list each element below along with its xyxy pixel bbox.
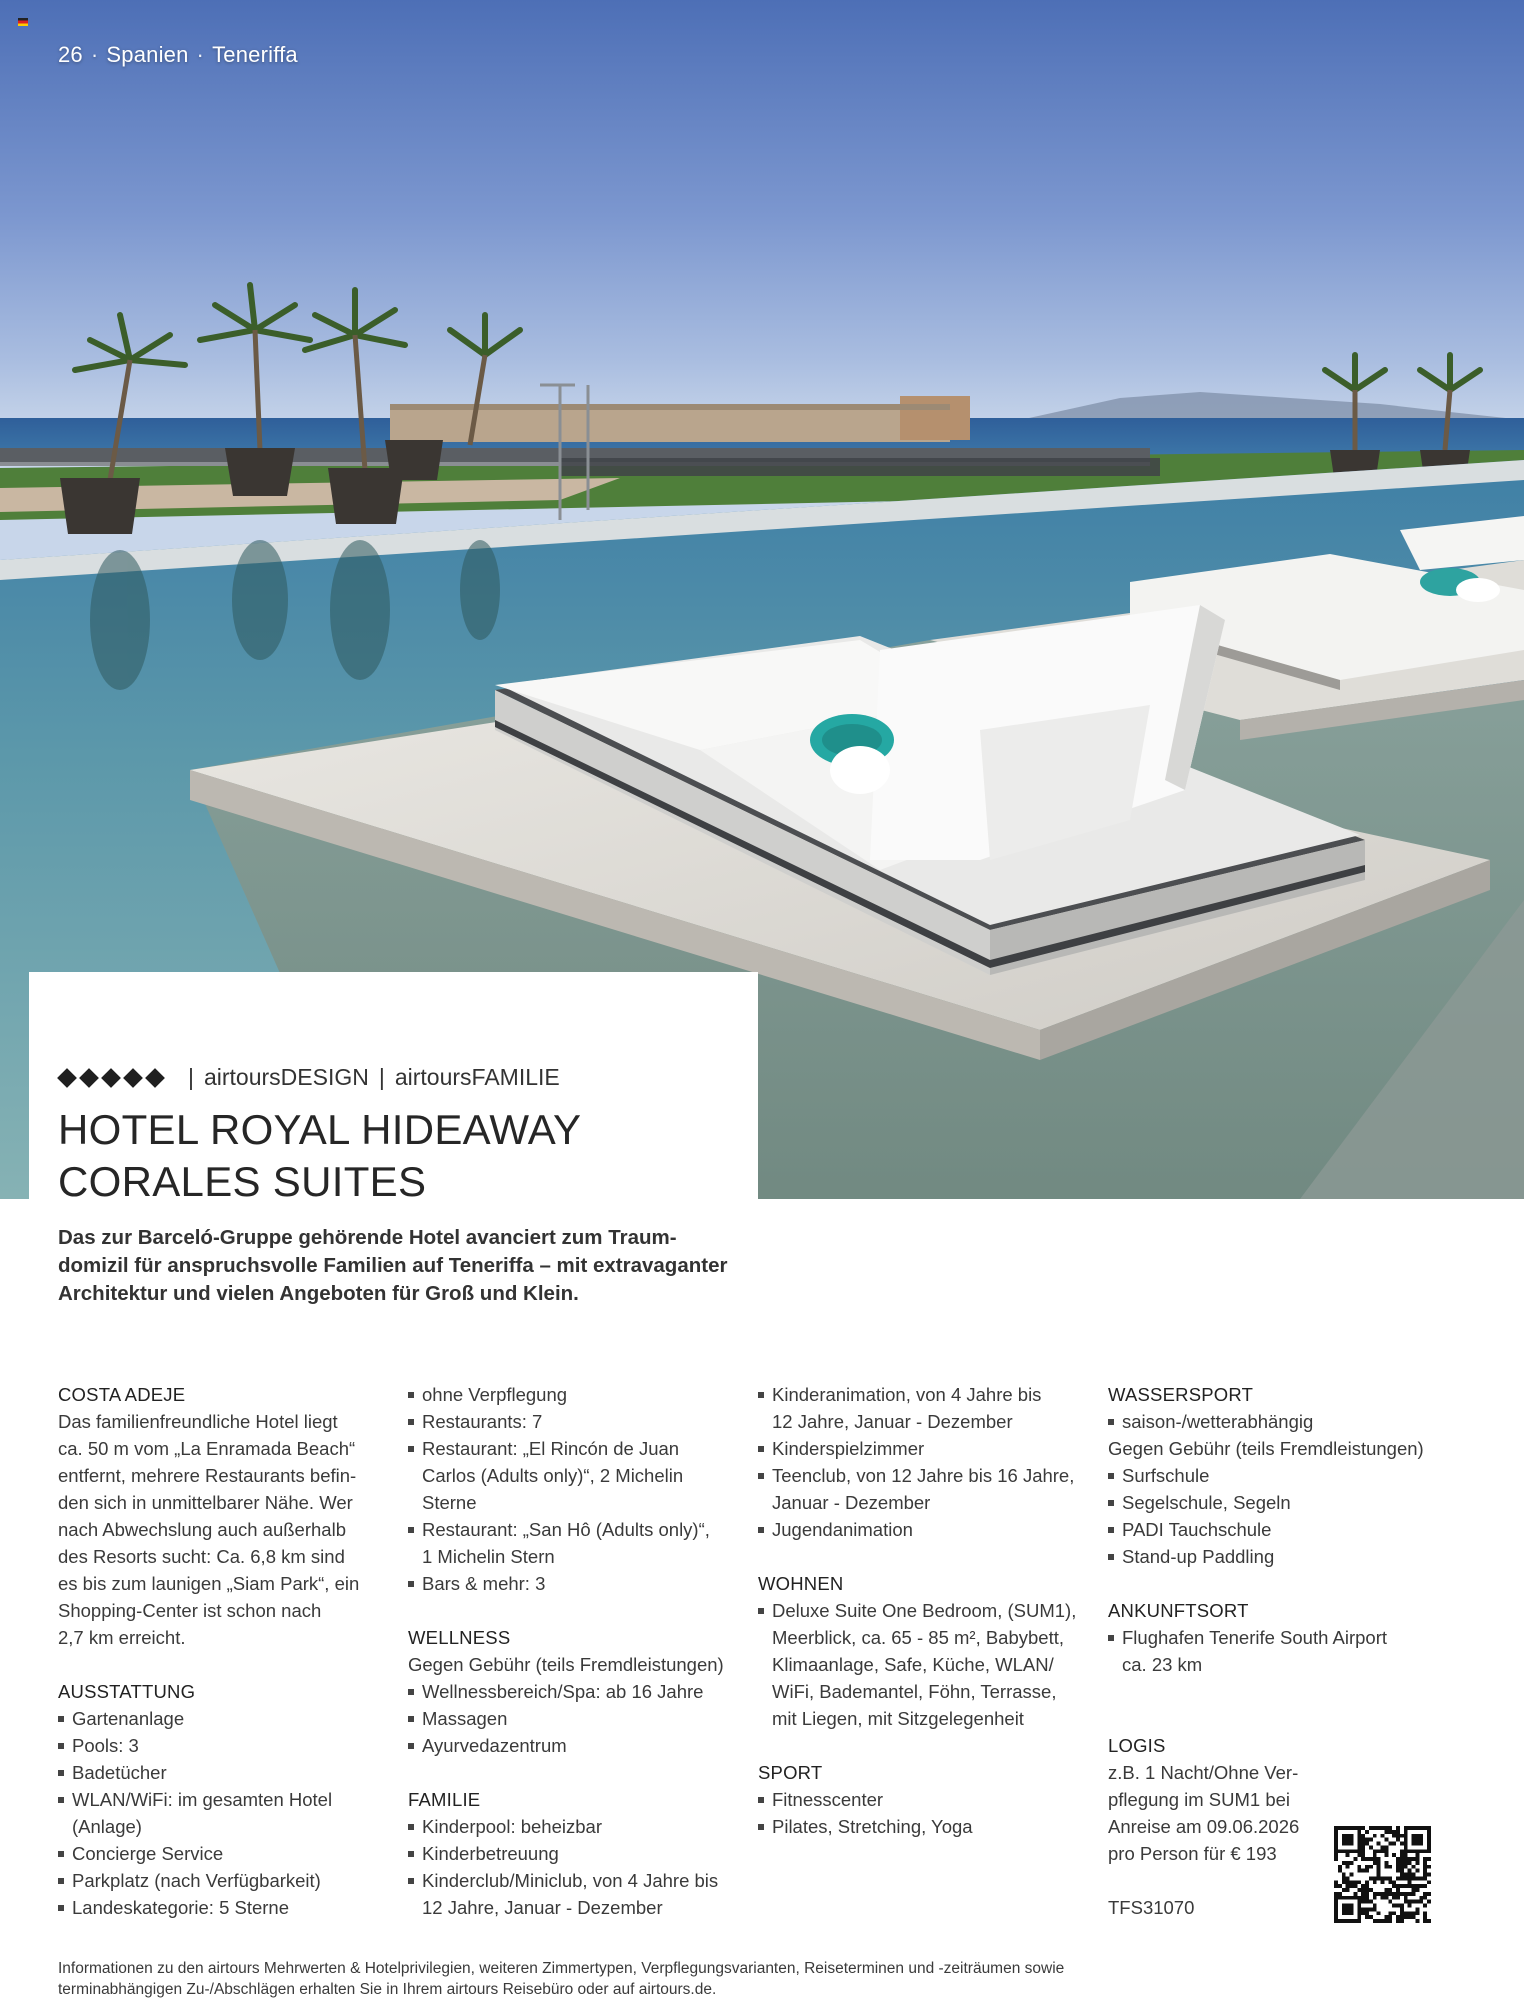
hotel-title-line: CORALES SUITES [58,1158,427,1205]
list-item: Pools: 3 [58,1732,388,1759]
breadcrumb [58,42,298,68]
verpflegung-list [408,1381,738,1597]
text-line: Shopping-Center ist schon nach [58,1600,322,1621]
tag-separator: | [188,1064,194,1090]
list-item: Teenclub, von 12 Jahre bis 16 Jahre, Januar - Dezember [758,1462,1088,1516]
list-item: Surfschule [1108,1462,1438,1489]
list-item: Segelschule, Segeln [1108,1489,1438,1516]
list-item: Kinderclub/Miniclub, von 4 Jahre bis 12 Jahre, Januar - Dezember [408,1867,738,1921]
text-line: entfernt, mehrere Restaurants befin- [58,1465,357,1486]
familie-list [408,1813,738,1921]
column-3 [758,1381,1088,1840]
star-icon [101,1068,121,1088]
list-item: Kinderspielzimmer [758,1435,1088,1462]
category-design: airtoursDESIGN [203,1064,369,1090]
section-heading-wohnen: WOHNEN [758,1573,844,1594]
hotel-title-line: HOTEL ROYAL HIDEAWAY [58,1106,582,1153]
wassersport-note: Gegen Gebühr (teils Fremdleistungen) [1108,1438,1424,1459]
star-icon [123,1068,143,1088]
list-item: Deluxe Suite One Bedroom, (SUM1), Meerblick, ca. 65 - 85 m², Babybett, Klimaanlage, Safe, Küche, WLAN/ WiFi, Bademantel, Föhn, Terrasse, mit Liegen, mit Sitzgelegenheit [758,1597,1088,1732]
list-item: Wellnessbereich/Spa: ab 16 Jahre [408,1678,738,1705]
page-number: 26 [58,42,83,67]
list-item: Flughafen Tenerife South Airport ca. 23 km [1108,1624,1438,1678]
list-item: Massagen [408,1705,738,1732]
familie-continued-list [758,1381,1088,1543]
section-heading-logis: LOGIS [1108,1735,1166,1756]
list-item: Bars & mehr: 3 [408,1570,738,1597]
text-line: 2,7 km erreicht. [58,1627,186,1648]
text-line: Das familienfreundliche Hotel liegt [58,1411,338,1432]
text-line: den sich in unmittelbarer Nähe. Wer [58,1492,353,1513]
section-heading-ausstattung: AUSSTATTUNG [58,1681,196,1702]
text-line: z.B. 1 Nacht/Ohne Ver- [1108,1762,1299,1783]
list-item: PADI Tauchschule [1108,1516,1438,1543]
star-icon [79,1068,99,1088]
qr-code-icon[interactable] [1334,1826,1431,1923]
text-line: es bis zum launigen „Siam Park“, ein [58,1573,360,1594]
intro-line: Architektur und vielen Angeboten für Groß und Klein. [58,1282,579,1305]
wassersport-top-list [1108,1408,1438,1435]
section-heading-familie: FAMILIE [408,1789,481,1810]
list-item: Restaurant: „El Rincón de Juan Carlos (Adults only)“, 2 Michelin Sterne [408,1435,738,1516]
section-heading-location: COSTA ADEJE [58,1384,186,1405]
star-icon [145,1068,165,1088]
separator-dot: · [90,42,99,67]
wellness-list [408,1678,738,1759]
intro-line: Das zur Barceló-Gruppe gehörende Hotel avanciert zum Traum- [58,1226,677,1249]
list-item: Restaurant: „San Hô (Adults only)“, 1 Michelin Stern [408,1516,738,1570]
text-line: pro Person für € 193 [1108,1843,1277,1864]
text-line: des Resorts sucht: Ca. 6,8 km sind [58,1546,345,1567]
list-item: Stand-up Paddling [1108,1543,1438,1570]
footer-line: Informationen zu den airtours Mehrwerten & Hotelprivilegien, weiteren Zimmertypen, Verpflegungsvarianten, Reiseterminen und -zeiträumen sowie [58,1960,1065,1977]
column-2 [408,1381,738,1921]
flag-icon [18,18,28,26]
text-line: pflegung im SUM1 bei [1108,1789,1291,1810]
list-item: Jugendanimation [758,1516,1088,1543]
wassersport-list [1108,1462,1438,1570]
list-item: ohne Verpflegung [408,1381,738,1408]
list-item: Restaurants: 7 [408,1408,738,1435]
separator-dot: · [196,42,205,67]
list-item: Parkplatz (nach Verfügbarkeit) [58,1867,388,1894]
list-item: Landeskategorie: 5 Sterne [58,1894,388,1921]
list-item: Gartenanlage [58,1705,388,1732]
sport-list [758,1786,1088,1840]
column-1 [58,1381,388,1921]
breadcrumb-region: Teneriffa [212,42,298,67]
text-line: ca. 50 m vom „La Enramada Beach“ [58,1438,356,1459]
hotel-title [58,1104,581,1208]
tag-separator: | [378,1064,385,1090]
list-item: Kinderbetreuung [408,1840,738,1867]
ankunftsort-list [1108,1624,1438,1678]
star-icon [57,1068,77,1088]
section-heading-ankunftsort: ANKUNFTSORT [1108,1600,1249,1621]
text-line: Anreise am 09.06.2026 [1108,1816,1300,1837]
intro-line: domizil für anspruchsvolle Familien auf Teneriffa – mit extravaganter [58,1254,728,1277]
wohnen-list [758,1597,1088,1732]
star-rating [58,1071,164,1085]
footer-line: terminabhängigen Zu-/Abschlägen erhalten Sie in Ihrem airtours Reisebüro oder auf airtours.de. [58,1981,717,1998]
section-heading-wassersport: WASSERSPORT [1108,1384,1254,1405]
list-item: Pilates, Stretching, Yoga [758,1813,1088,1840]
list-item: Kinderpool: beheizbar [408,1813,738,1840]
list-item: Kinderanimation, von 4 Jahre bis 12 Jahre, Januar - Dezember [758,1381,1088,1435]
hotel-tagline [58,1064,560,1091]
section-heading-sport: SPORT [758,1762,823,1783]
location-text [58,1408,388,1651]
footer-note [58,1958,1258,2000]
list-item: Concierge Service [58,1840,388,1867]
list-item: WLAN/WiFi: im gesamten Hotel (Anlage) [58,1786,388,1840]
category-familie: airtoursFAMILIE [394,1064,560,1090]
list-item: Fitnesscenter [758,1786,1088,1813]
section-heading-wellness: WELLNESS [408,1627,511,1648]
ausstattung-list [58,1705,388,1921]
list-item: saison-/wetterabhängig [1108,1408,1438,1435]
breadcrumb-country: Spanien [106,42,189,67]
list-item: Badetücher [58,1759,388,1786]
hotel-title-card [29,972,758,1205]
hotel-intro [58,1224,758,1308]
booking-code: TFS31070 [1108,1897,1195,1918]
wellness-note: Gegen Gebühr (teils Fremdleistungen) [408,1654,724,1675]
text-line: nach Abwechslung auch außerhalb [58,1519,346,1540]
list-item: Ayurvedazentrum [408,1732,738,1759]
